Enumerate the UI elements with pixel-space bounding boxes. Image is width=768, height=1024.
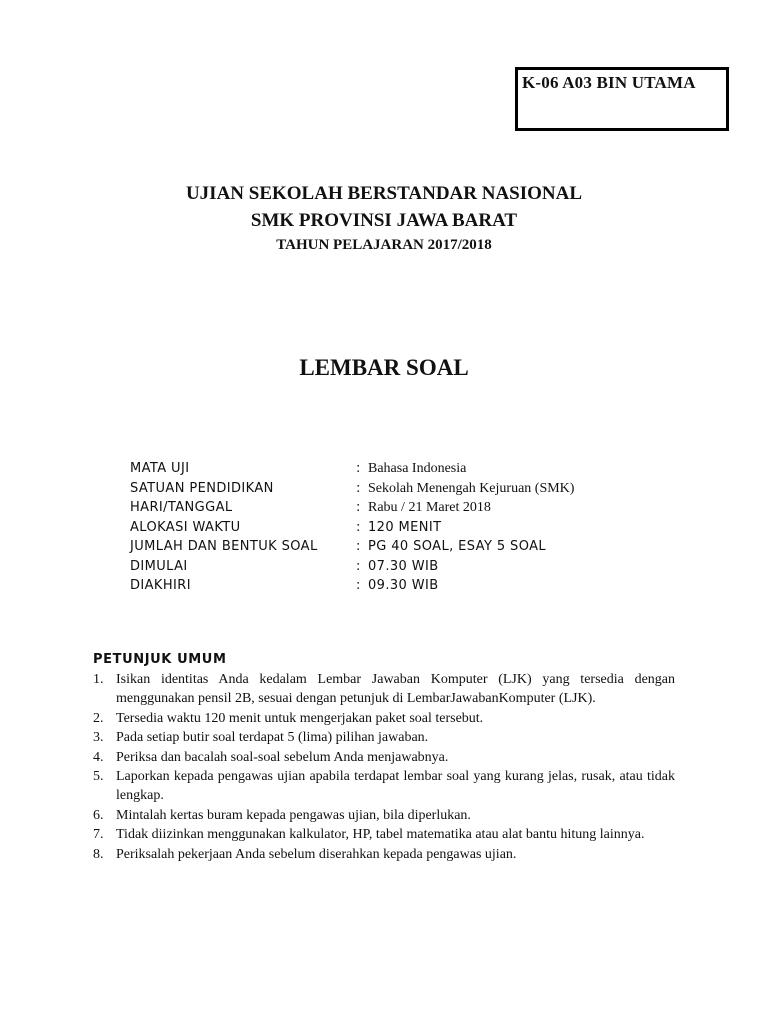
info-row-end [130, 576, 630, 596]
info-value: 07.30 WIB [368, 558, 439, 574]
info-row-question-count [130, 537, 630, 557]
info-row-school [130, 479, 630, 499]
info-colon: : [356, 578, 361, 593]
header-line-3: TAHUN PELAJARAN 2017/2018 [276, 237, 492, 253]
instruction-number: 2. [93, 710, 104, 726]
instruction-number: 8. [93, 846, 104, 862]
info-colon: : [356, 558, 361, 574]
instruction-text: Isikan identitas Anda kedalam Lembar Jawaban Komputer (LJK) yang tersedia dengan menggunakan pensil 2B, sesuai dengan petunjuk di LembarJawabanKomputer (LJK). [116, 672, 675, 707]
instruction-number: 6. [93, 807, 104, 823]
instructions-heading: PETUNJUK UMUM [93, 652, 227, 667]
info-value: 09.30 WIB [368, 578, 439, 593]
info-label: MATA UJI [130, 461, 190, 476]
instruction-item [93, 748, 675, 767]
page-title: LEMBAR SOAL [299, 355, 469, 380]
info-row-start [130, 557, 630, 577]
instruction-text: Pada setiap butir soal terdapat 5 (lima) pilihan jawaban. [116, 730, 429, 746]
info-label: SATUAN PENDIDIKAN [130, 480, 274, 496]
info-value: Rabu / 21 Maret 2018 [368, 500, 491, 515]
header-line-2: SMK PROVINSI JAWA BARAT [250, 210, 518, 231]
info-label: HARI/TANGGAL [130, 500, 233, 515]
instruction-item [93, 806, 675, 825]
instruction-text: Tersedia waktu 120 menit untuk mengerjakan paket soal tersebut. [116, 710, 484, 726]
info-colon: : [356, 461, 361, 476]
instruction-item [93, 845, 675, 864]
instructions-list [93, 670, 675, 864]
info-colon: : [356, 500, 361, 515]
instruction-text: Mintalah kertas buram kepada pengawas ujian, bila diperlukan. [116, 807, 471, 823]
instruction-item [93, 767, 675, 806]
instruction-item [93, 709, 675, 728]
instruction-text: Laporkan kepada pengawas ujian apabila terdapat lembar soal yang kurang jelas, rusak, atau tidak lengkap. [116, 769, 675, 804]
info-colon: : [356, 519, 361, 535]
instruction-text: Periksa dan bacalah soal-soal sebelum Anda menjawabnya. [116, 749, 449, 765]
info-colon: : [356, 480, 361, 496]
header-line-1: UJIAN SEKOLAH BERSTANDAR NASIONAL [185, 183, 583, 204]
info-value: Sekolah Menengah Kejuruan (SMK) [368, 480, 575, 496]
instruction-text: Tidak diizinkan menggunakan kalkulator, HP, tabel matematika atau alat bantu hitung lainnya. [116, 827, 645, 843]
instruction-text: Periksalah pekerjaan Anda sebelum diserahkan kepada pengawas ujian. [116, 846, 517, 862]
instruction-number: 5. [93, 769, 104, 785]
exam-info-table [130, 459, 630, 596]
instruction-item [93, 825, 675, 844]
info-row-subject [130, 459, 630, 479]
instruction-number: 4. [93, 749, 104, 765]
info-value: Bahasa Indonesia [368, 461, 467, 476]
info-colon: : [356, 539, 361, 554]
instruction-number: 1. [93, 672, 104, 687]
exam-code-box [515, 67, 729, 131]
exam-code: K-06 A03 BIN UTAMA [522, 73, 696, 92]
info-label: ALOKASI WAKTU [130, 519, 241, 535]
info-value: PG 40 SOAL, ESAY 5 SOAL [368, 539, 547, 554]
info-row-duration [130, 518, 630, 538]
instruction-item [93, 728, 675, 747]
info-value: 120 MENIT [368, 519, 442, 535]
info-row-date [130, 498, 630, 518]
info-label: DIMULAI [130, 558, 188, 574]
instruction-item [93, 670, 675, 709]
info-label: DIAKHIRI [130, 578, 191, 593]
instruction-number: 7. [93, 827, 104, 843]
info-label: JUMLAH DAN BENTUK SOAL [130, 539, 318, 554]
instruction-number: 3. [93, 730, 104, 746]
